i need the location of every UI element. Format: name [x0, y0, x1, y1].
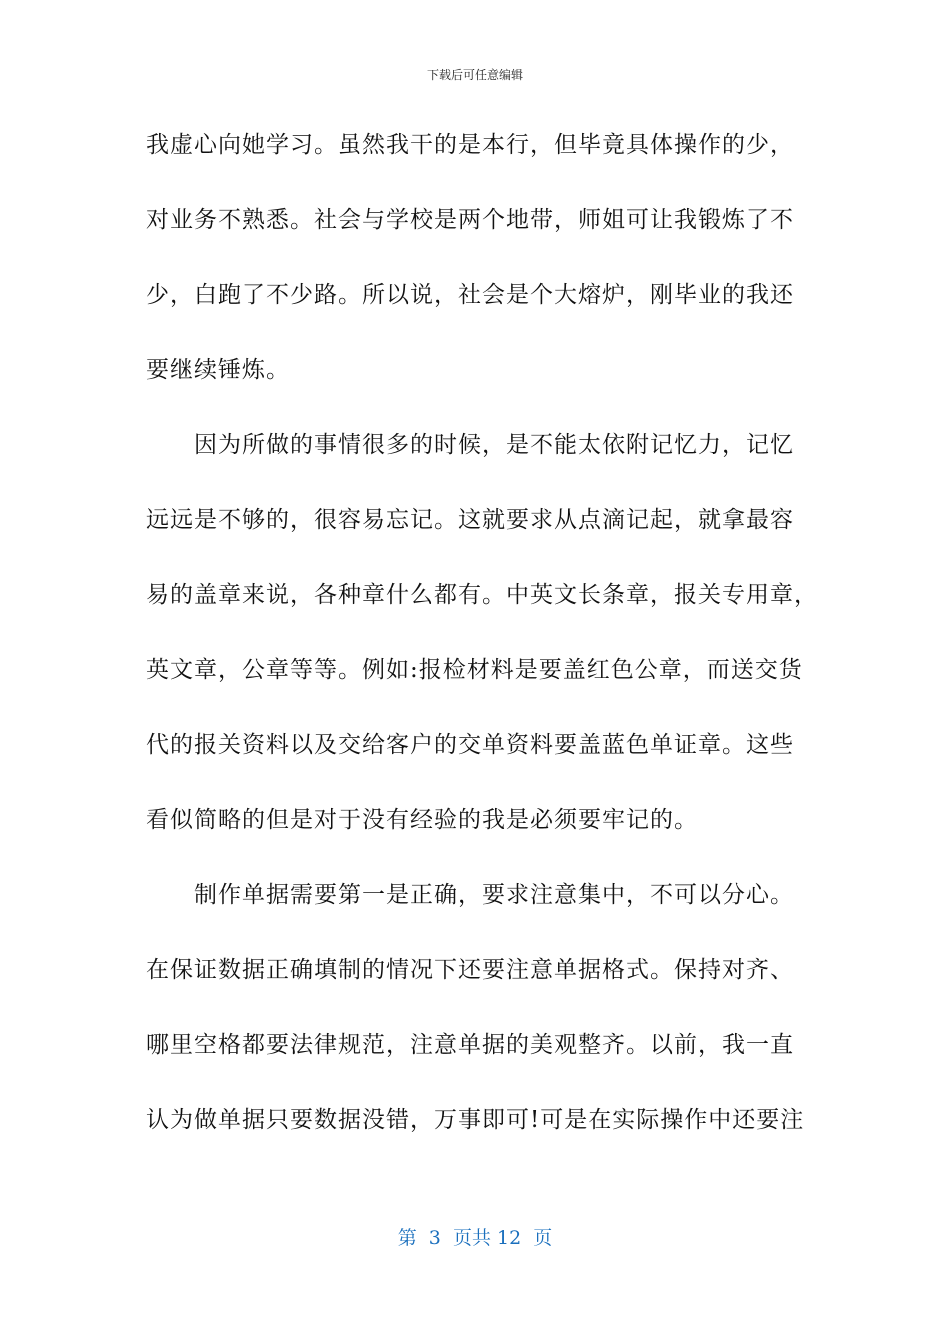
text-line: 代的报关资料以及交给客户的交单资料要盖蓝色单证章。这些	[146, 732, 794, 758]
text-line: 制作单据需要第一是正确，要求注意集中，不可以分心。	[146, 882, 794, 908]
text-line: 看似简略的但是对于没有经验的我是必须要牢记的。	[146, 807, 698, 833]
page-header: 下载后可任意编辑	[426, 68, 523, 82]
text-line: 英文章，公章等等。例如:报检材料是要盖红色公章，而送交货	[146, 657, 803, 683]
text-line: 我虚心向她学习。虽然我干的是本行，但毕竟具体操作的少，	[146, 132, 794, 158]
text-line: 易的盖章来说，各种章什么都有。中英文长条章，报关专用章，	[146, 582, 818, 608]
text-line: 因为所做的事情很多的时候，是不能太依附记忆力，记忆	[146, 432, 794, 458]
text-line: 少，白跑了不少路。所以说，社会是个大熔炉，刚毕业的我还	[146, 282, 794, 308]
text-line: 在保证数据正确填制的情况下还要注意单据格式。保持对齐、	[146, 957, 794, 983]
text-line: 认为做单据只要数据没错，万事即可!可是在实际操作中还要注	[146, 1107, 805, 1133]
text-line: 远远是不够的，很容易忘记。这就要求从点滴记起，就拿最容	[146, 507, 794, 533]
text-line: 要继续锤炼。	[146, 357, 290, 383]
text-line: 哪里空格都要法律规范，注意单据的美观整齐。以前，我一直	[146, 1032, 794, 1058]
text-line: 对业务不熟悉。社会与学校是两个地带，师姐可让我锻炼了不	[146, 207, 794, 233]
document-body	[146, 122, 818, 1172]
page-number-footer: 第 3 页共 12 页	[397, 1227, 553, 1249]
